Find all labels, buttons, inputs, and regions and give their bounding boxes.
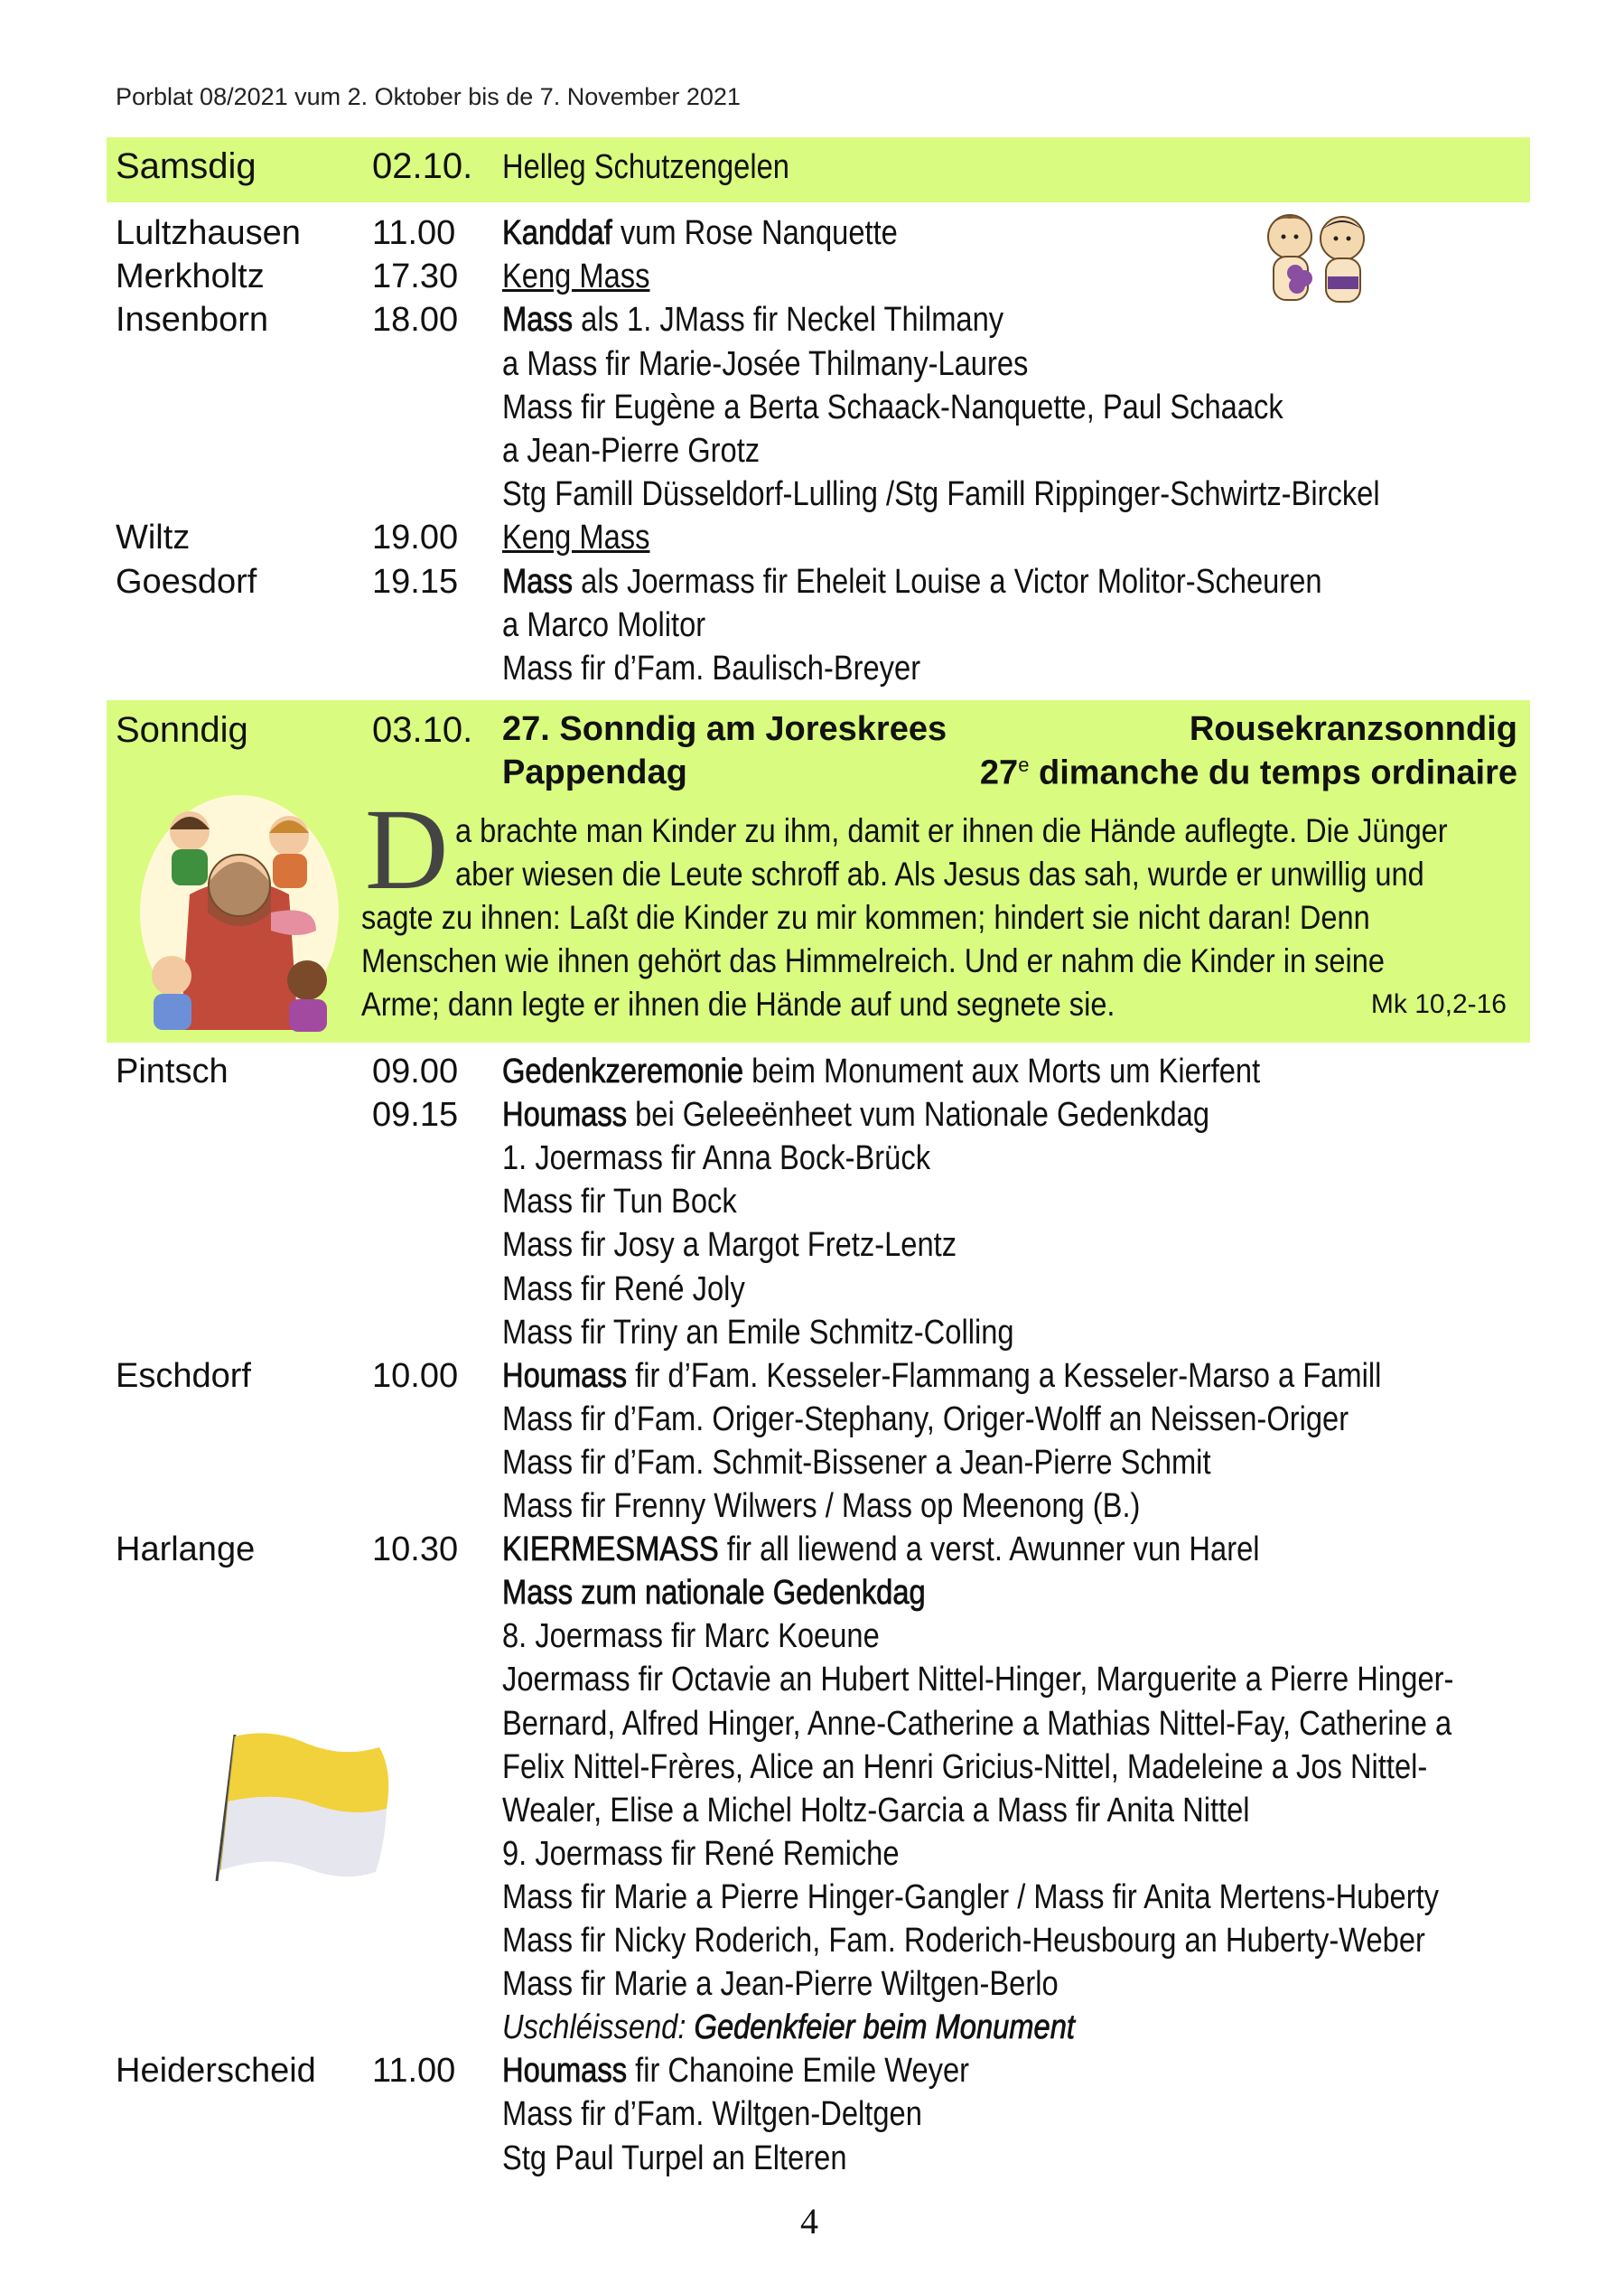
schedule-detail: Mass fir Frenny Wilwers / Mass op Meenong (B.) xyxy=(502,1487,1141,1525)
schedule-text xyxy=(502,1223,1031,1267)
schedule-text xyxy=(502,2137,903,2180)
sunday-subtitle: Pappendag xyxy=(502,753,687,791)
schedule-text xyxy=(502,1876,1591,1919)
schedule-row xyxy=(0,255,1624,298)
schedule-text xyxy=(502,1571,994,1614)
schedule-row xyxy=(0,1180,1624,1223)
children-couple-illustration xyxy=(1254,206,1378,307)
schedule-row xyxy=(0,1614,1624,1658)
schedule-detail: a Jean-Pierre Grotz xyxy=(502,432,761,470)
schedule-row xyxy=(0,1354,1624,1398)
schedule-detail: Mass fir Marie a Pierre Hinger-Gangler / Mass fir Anita Mertens-Huberty xyxy=(502,1877,1440,1916)
schedule-place: Harlange xyxy=(116,1530,256,1569)
schedule-text xyxy=(502,516,674,559)
sunday-subtitle-right: 27e dimanche du temps ordinaire xyxy=(979,753,1517,792)
schedule-row xyxy=(0,1441,1624,1484)
schedule-note: Keng Mass xyxy=(502,257,650,296)
schedule-detail: Mass fir Triny an Emile Schmitz-Colling xyxy=(502,1313,1014,1352)
quote-line: aber wiesen die Leute schroff ab. Als Jesus das sah, wurde er unwillig und xyxy=(455,856,1424,893)
schedule-row xyxy=(0,1571,1624,1614)
schedule-row xyxy=(0,516,1624,559)
saturday-day: Samsdig xyxy=(116,146,257,186)
schedule-text xyxy=(502,1919,1575,1962)
schedule-emphasis: Kanddaf xyxy=(502,214,612,252)
schedule-emphasis: Houmass xyxy=(502,2052,628,2091)
schedule-text xyxy=(502,560,1455,604)
schedule-detail: Mass fir René Joly xyxy=(502,1269,745,1308)
schedule-detail: Mass fir d’Fam. Baulisch-Breyer xyxy=(502,650,921,688)
sunday-date: 03.10. xyxy=(372,710,473,750)
schedule-text xyxy=(502,1962,1149,2006)
schedule-detail: Mass fir d’Fam. Schmit-Bissener a Jean-Pierre Schmit xyxy=(502,1443,1211,1482)
schedule-text xyxy=(502,255,674,298)
schedule-row xyxy=(0,560,1624,604)
schedule-row xyxy=(0,604,1624,647)
page-number: 4 xyxy=(800,2201,818,2242)
schedule-row xyxy=(0,1093,1624,1137)
schedule-detail: a Marco Molitor xyxy=(502,605,706,644)
sunday-title: 27. Sonndig am Joreskrees xyxy=(502,710,947,748)
schedule-row xyxy=(0,2049,1624,2092)
schedule-text xyxy=(502,473,1523,516)
quote-line: a brachte man Kinder zu ihm, damit er ihnen die Hände auflegte. Die Jünger xyxy=(455,812,1448,849)
schedule-place: Merkholtz xyxy=(116,257,265,296)
schedule-emphasis: Mass xyxy=(502,301,574,340)
schedule-text xyxy=(502,1702,1606,1745)
schedule-detail: Wealer, Elise a Michel Holtz-Garcia a Mass fir Anita Nittel xyxy=(502,1791,1250,1830)
schedule-text xyxy=(502,1484,1244,1528)
schedule-text xyxy=(502,1137,1000,1180)
schedule-time: 19.00 xyxy=(372,519,459,557)
schedule-detail: als Joermass fir Eheleit Louise a Victor Molitor-Scheuren xyxy=(573,562,1322,601)
schedule-text xyxy=(502,1745,1578,1789)
schedule-row xyxy=(0,2092,1624,2136)
schedule-detail: Mass fir d’Fam. Wiltgen-Deltgen xyxy=(502,2095,922,2134)
schedule-place: Insenborn xyxy=(116,301,269,340)
schedule-text xyxy=(502,1528,1383,1571)
schedule-text xyxy=(502,342,1114,386)
drop-cap: D xyxy=(365,785,449,913)
schedule-detail: fir all liewend a verst. Awunner vun Harel xyxy=(718,1530,1260,1569)
schedule-detail: Mass fir d’Fam. Origer-Stephany, Origer-Wolff an Neissen-Origer xyxy=(502,1399,1349,1438)
schedule-text xyxy=(502,2092,991,2136)
schedule-time: 11.00 xyxy=(372,214,456,252)
schedule-detail: Mass fir Eugène a Berta Schaack-Nanquette, Paul Schaack xyxy=(502,388,1283,426)
schedule-row xyxy=(0,2137,1624,2180)
schedule-emphasis: Mass zum nationale Gedenkdag xyxy=(502,1574,926,1613)
schedule-text xyxy=(502,298,1085,342)
schedule-text xyxy=(502,1398,1487,1441)
quote-reference: Mk 10,2-16 xyxy=(1370,989,1507,1019)
schedule-detail: bei Geleeënheet vum Nationale Gedenkdag xyxy=(627,1096,1210,1135)
schedule-detail: als 1. JMass fir Neckel Thilmany xyxy=(573,301,1004,340)
schedule-detail: 1. Joermass fir Anna Bock-Brück xyxy=(502,1139,931,1178)
schedule-text xyxy=(502,2049,1045,2092)
saturday-feast: Helleg Schutzengelen xyxy=(502,148,789,186)
schedule-time: 17.30 xyxy=(372,257,459,296)
papal-flag-illustration xyxy=(199,1726,406,1897)
saturday-date: 02.10. xyxy=(372,146,473,186)
schedule-row xyxy=(0,1268,1624,1311)
sunday-day: Sonndig xyxy=(116,710,248,750)
schedule-detail: beim Monument aux Morts um Kierfent xyxy=(743,1053,1261,1090)
schedule-text xyxy=(502,1441,1326,1484)
schedule-text xyxy=(502,647,988,690)
schedule-emphasis: KIERMESMASS xyxy=(502,1530,719,1569)
schedule-note: Keng Mass xyxy=(502,519,650,557)
schedule-detail: Mass fir Tun Bock xyxy=(502,1183,737,1221)
schedule-text xyxy=(502,429,802,473)
schedule-text xyxy=(502,1311,1097,1354)
schedule-row xyxy=(0,386,1624,429)
schedule-detail: Joermass fir Octavie an Hubert Nittel-Hinger, Marguerite a Pierre Hinger- xyxy=(502,1661,1454,1699)
schedule-detail: 9. Joermass fir René Remiche xyxy=(502,1834,900,1873)
schedule-detail: vum Rose Nanquette xyxy=(611,214,898,252)
schedule-place: Heiderscheid xyxy=(116,2052,316,2091)
quote-line: Arme; dann legte er ihnen die Hände auf und segnete sie. xyxy=(361,986,1115,1023)
schedule-italic: Uschléissend: xyxy=(502,2008,695,2047)
schedule-time: 18.00 xyxy=(372,301,459,340)
schedule-text xyxy=(502,386,1410,429)
schedule-place: Pintsch xyxy=(116,1053,229,1090)
schedule-row xyxy=(0,1223,1624,1267)
schedule-row xyxy=(0,1962,1624,2006)
schedule-text xyxy=(502,1614,941,1658)
schedule-time: 09.15 xyxy=(372,1096,459,1135)
schedule-row xyxy=(0,647,1624,690)
schedule-detail: Mass fir Marie a Jean-Pierre Wiltgen-Berlo xyxy=(502,1965,1059,2004)
schedule-detail: Stg Famill Düsseldorf-Lulling /Stg Famill Rippinger-Schwirtz-Birckel xyxy=(502,475,1380,514)
schedule-emphasis: Houmass xyxy=(502,1356,628,1395)
schedule-time: 10.00 xyxy=(372,1356,459,1395)
schedule-place: Goesdorf xyxy=(116,562,257,601)
quote-line: sagte zu ihnen: Laßt die Kinder zu mir kommen; hindert sie nicht daran! Denn xyxy=(361,899,1370,936)
schedule-place: Wiltz xyxy=(116,519,191,557)
schedule-time: 10.30 xyxy=(372,1530,459,1569)
schedule-row xyxy=(0,1919,1624,1962)
schedule-text xyxy=(502,1268,785,1311)
schedule-detail: 8. Joermass fir Marc Koeune xyxy=(502,1617,880,1656)
schedule-place: Lultzhausen xyxy=(116,214,301,252)
schedule-text xyxy=(502,1050,1384,1093)
schedule-row xyxy=(0,1658,1624,1701)
quote-line: Menschen wie ihnen gehört das Himmelreich. Und er nahm die Kinder in seine xyxy=(361,942,1385,979)
schedule-place: Eschdorf xyxy=(116,1356,251,1395)
schedule-row xyxy=(0,1398,1624,1441)
schedule-text xyxy=(502,211,962,255)
schedule-detail: Mass fir Nicky Roderich, Fam. Roderich-Heusbourg an Huberty-Weber xyxy=(502,1922,1425,1960)
schedule-text xyxy=(502,1789,1371,1832)
schedule-text xyxy=(502,1093,1324,1137)
schedule-text xyxy=(502,1658,1609,1701)
schedule-row xyxy=(0,1484,1624,1528)
page-header: Porblat 08/2021 vum 2. Oktober bis de 7. November 2021 xyxy=(116,83,741,110)
schedule-row xyxy=(0,298,1624,342)
schedule-row xyxy=(0,473,1624,516)
schedule-row xyxy=(0,1050,1624,1093)
schedule-text xyxy=(502,1180,775,1223)
schedule-time: 19.15 xyxy=(372,562,459,601)
schedule-row xyxy=(0,429,1624,473)
schedule-detail: fir Chanoine Emile Weyer xyxy=(627,2052,970,2091)
schedule-detail: Stg Paul Turpel an Elteren xyxy=(502,2139,847,2177)
schedule-row xyxy=(0,1311,1624,1354)
schedule-text xyxy=(502,2006,1168,2049)
schedule-text xyxy=(502,604,739,647)
schedule-text xyxy=(502,1832,964,1876)
schedule-detail: Felix Nittel-Frères, Alice an Henri Gricius-Nittel, Madeleine a Jos Nittel- xyxy=(502,1747,1428,1786)
schedule-detail: fir d’Fam. Kesseler-Flammang a Kesseler-Marso a Famill xyxy=(627,1356,1382,1395)
schedule-italic-bold: Gedenkfeier beim Monument xyxy=(694,2008,1075,2047)
schedule-row xyxy=(0,211,1624,255)
schedule-detail: Bernard, Alfred Hinger, Anne-Catherine a Mathias Nittel-Fay, Catherine a xyxy=(502,1704,1452,1743)
schedule-row xyxy=(0,342,1624,386)
schedule-detail: Mass fir Josy a Margot Fretz-Lentz xyxy=(502,1226,957,1265)
schedule-row xyxy=(0,2006,1624,2049)
schedule-emphasis: Houmass xyxy=(502,1096,628,1135)
schedule-emphasis: Mass xyxy=(502,562,574,601)
jesus-with-children-illustration xyxy=(135,786,343,1039)
schedule-row xyxy=(0,1528,1624,1571)
schedule-row xyxy=(0,1137,1624,1180)
schedule-emphasis: Gedenkzeremonie xyxy=(502,1053,744,1090)
schedule-time: 09.00 xyxy=(372,1053,459,1090)
schedule-detail: a Mass fir Marie-Josée Thilmany-Laures xyxy=(502,344,1029,383)
sunday-title-right: Rousekranzsonndig xyxy=(1189,710,1517,748)
schedule-time: 11.00 xyxy=(372,2052,456,2091)
schedule-text xyxy=(502,1354,1525,1398)
